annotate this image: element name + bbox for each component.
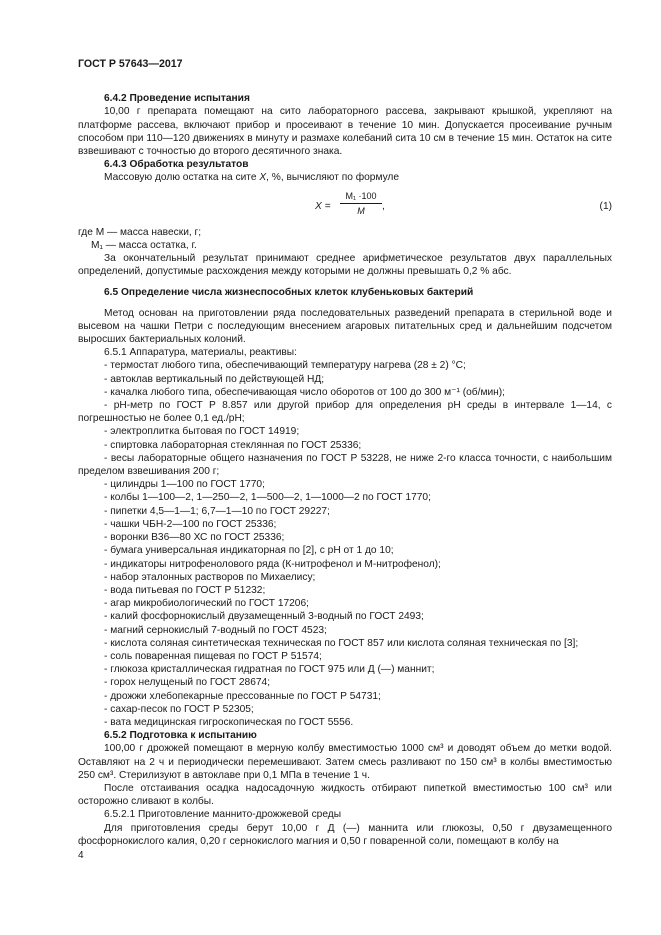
equipment-item: - автоклав вертикальный по действующей НД; [104,373,325,385]
section-6-5-2-1-title: 6.5.2.1 Приготовление маннито-дрожжевой среды [104,809,342,821]
equipment-item: - колбы 1—100—2, 1—250—2, 1—500—2, 1—1000—2 по ГОСТ 1770; [104,492,431,504]
section-6-5-2-p1: 100,00 г дрожжей помещают в мерную колбу вместимостью 1000 см³ и доводят объем до метки водой. Оставляют на 2 ч и периодически перемешивают. Затем смесь разливают по 150 см³ в колбы вместимостью 250 см³. Стерилизуют в автоклаве при 0,1 МПа в течение 1 ч. [78,743,612,781]
intro-post: , %, вычисляют по формуле [266,172,400,184]
equipment-item: - сахар-песок по ГОСТ Р 52305; [104,703,254,715]
page-number: 4 [78,850,84,861]
formula-fraction [340,190,382,217]
section-6-4-3-conclusion: За окончательный результат принимают среднее арифметическое результатов двух параллельных определений, допустимые расхождения между которыми не должны превышать 0,2 % абс. [78,253,612,278]
equipment-item: - бумага универсальная индикаторная по [2], с рН от 1 до 10; [104,545,394,557]
section-6-5-1-title: 6.5.1 Аппаратура, материалы, реактивы: [104,347,297,359]
formula-denominator: M [357,205,365,216]
equipment-item: - вата медицинская гигроскопическая по ГОСТ 5556. [104,716,354,728]
intro-var: X [259,172,267,184]
document-page [78,58,612,848]
section-6-5-2-p2: После отстаивания осадка надосадочную жидкость отбирают пипеткой вместимостью 100 см³ или осторожно сливают в колбы. [78,782,612,808]
equipment-item: - электроплитка бытовая по ГОСТ 14919; [104,426,300,438]
equipment-item: - набор эталонных растворов по Михаелису; [104,571,316,583]
section-6-4-2-text: 10,00 г препарата помещают на сито лабораторного рассева, закрывают крышкой, укрепляют на платформе рассева, включают прибор и просеивают в течение 10 мин. Допускается просеивание ручным способом при 110—120 движениях в минуту и размахе колебаний сита 10 см в течение 15 мин. Остаток на сите взвешивают с точностью до второго десятичного знака. [78,106,612,158]
section-6-5-2-title: 6.5.2 Подготовка к испытанию [104,730,257,742]
formula-1 [78,187,612,225]
equipment-item: - весы лабораторные общего назначения по ГОСТ Р 53228, не ниже 2-го класса точности, с наибольшим пределом взвешивания 200 г; [78,452,612,478]
equipment-item: - горох нелущеный по ГОСТ 28674; [104,677,271,689]
fraction-bar [340,203,382,204]
equipment-item: - агар микробиологический по ГОСТ 17206; [104,598,309,610]
equipment-item: - пипетки 4,5—1—1; 6,7—1—10 по ГОСТ 29227; [104,505,330,517]
equipment-item: - вода питьевая по ГОСТ Р 51232; [104,584,266,596]
formula-lhs: X = [315,200,331,212]
equipment-item: - воронки В36—80 ХС по ГОСТ 25336; [104,532,285,544]
equipment-item: - цилиндры 1—100 по ГОСТ 1770; [104,479,265,491]
formula-numerator: M₁ ·100 [345,190,377,201]
equipment-list [78,359,612,729]
section-6-4-2-title: 6.4.2 Проведение испытания [104,93,250,105]
equipment-item: - дрожжи хлебопекарные прессованные по ГОСТ Р 54731; [104,690,381,702]
where-line-2: M₁ — масса остатка, г. [91,239,197,251]
equipment-item: - индикаторы нитрофенолового ряда (К-нитрофенол и М-нитрофенол); [104,558,441,570]
equipment-item: - термостат любого типа, обеспечивающий температуру нагрева (28 ± 2) °С; [104,360,466,372]
equipment-item: - чашки ЧБН-2—100 по ГОСТ 25336; [104,518,277,530]
formula-comma: , [382,200,385,212]
section-6-5-title: 6.5 Определение числа жизнеспособных клеток клубеньковых бактерий [104,287,474,299]
formula-number: (1) [599,200,612,212]
equipment-item: - магний сернокислый 7-водный по ГОСТ 4523; [104,624,327,636]
equipment-item: - калий фосфорнокислый двузамещенный 3-водный по ГОСТ 2493; [104,611,424,623]
equipment-item: - рН-метр по ГОСТ Р 8.857 или другой прибор для определения рН среды в интервале 1—14, с погрешностью не более 0,1 ед./рН; [78,400,612,425]
equipment-item: - спиртовка лабораторная стеклянная по ГОСТ 25336; [104,439,362,451]
equipment-item: - качалка любого типа, обеспечивающая число оборотов от 100 до 300 м⁻¹ (об/мин); [104,386,505,398]
intro-pre: Массовую долю остатка на сите [104,172,260,184]
section-6-5-2-1-text: Для приготовления среды берут 10,00 г Д (—) маннита или глюкозы, 0,50 г двузамещенного фосфорнокислого калия, 0,20 г сернокислого магния и 0,50 г поваренной соли, помещают в колбу на [78,822,612,847]
section-6-5-text: Метод основан на приготовлении ряда последовательных разведений препарата в стерильной воде и высевом на чашки Петри с последующим внесением агаровых питательных сред и дальнейшим подсчетом выросших бактериальных колоний. [78,307,612,346]
equipment-item: - глюкоза кристаллическая гидратная по ГОСТ 975 или Д (—) маннит; [104,664,435,676]
document-header: ГОСТ Р 57643—2017 [78,58,183,70]
equipment-item: - соль поваренная пищевая по ГОСТ Р 51574; [104,650,322,662]
equipment-item: - кислота соляная синтетическая техническая по ГОСТ 857 или кислота соляная техническая по [3]; [104,637,579,649]
where-line-1: где M — масса навески, г; [78,226,202,238]
section-6-4-3-intro [78,171,612,184]
section-6-4-3-title: 6.4.3 Обработка результатов [104,159,249,171]
